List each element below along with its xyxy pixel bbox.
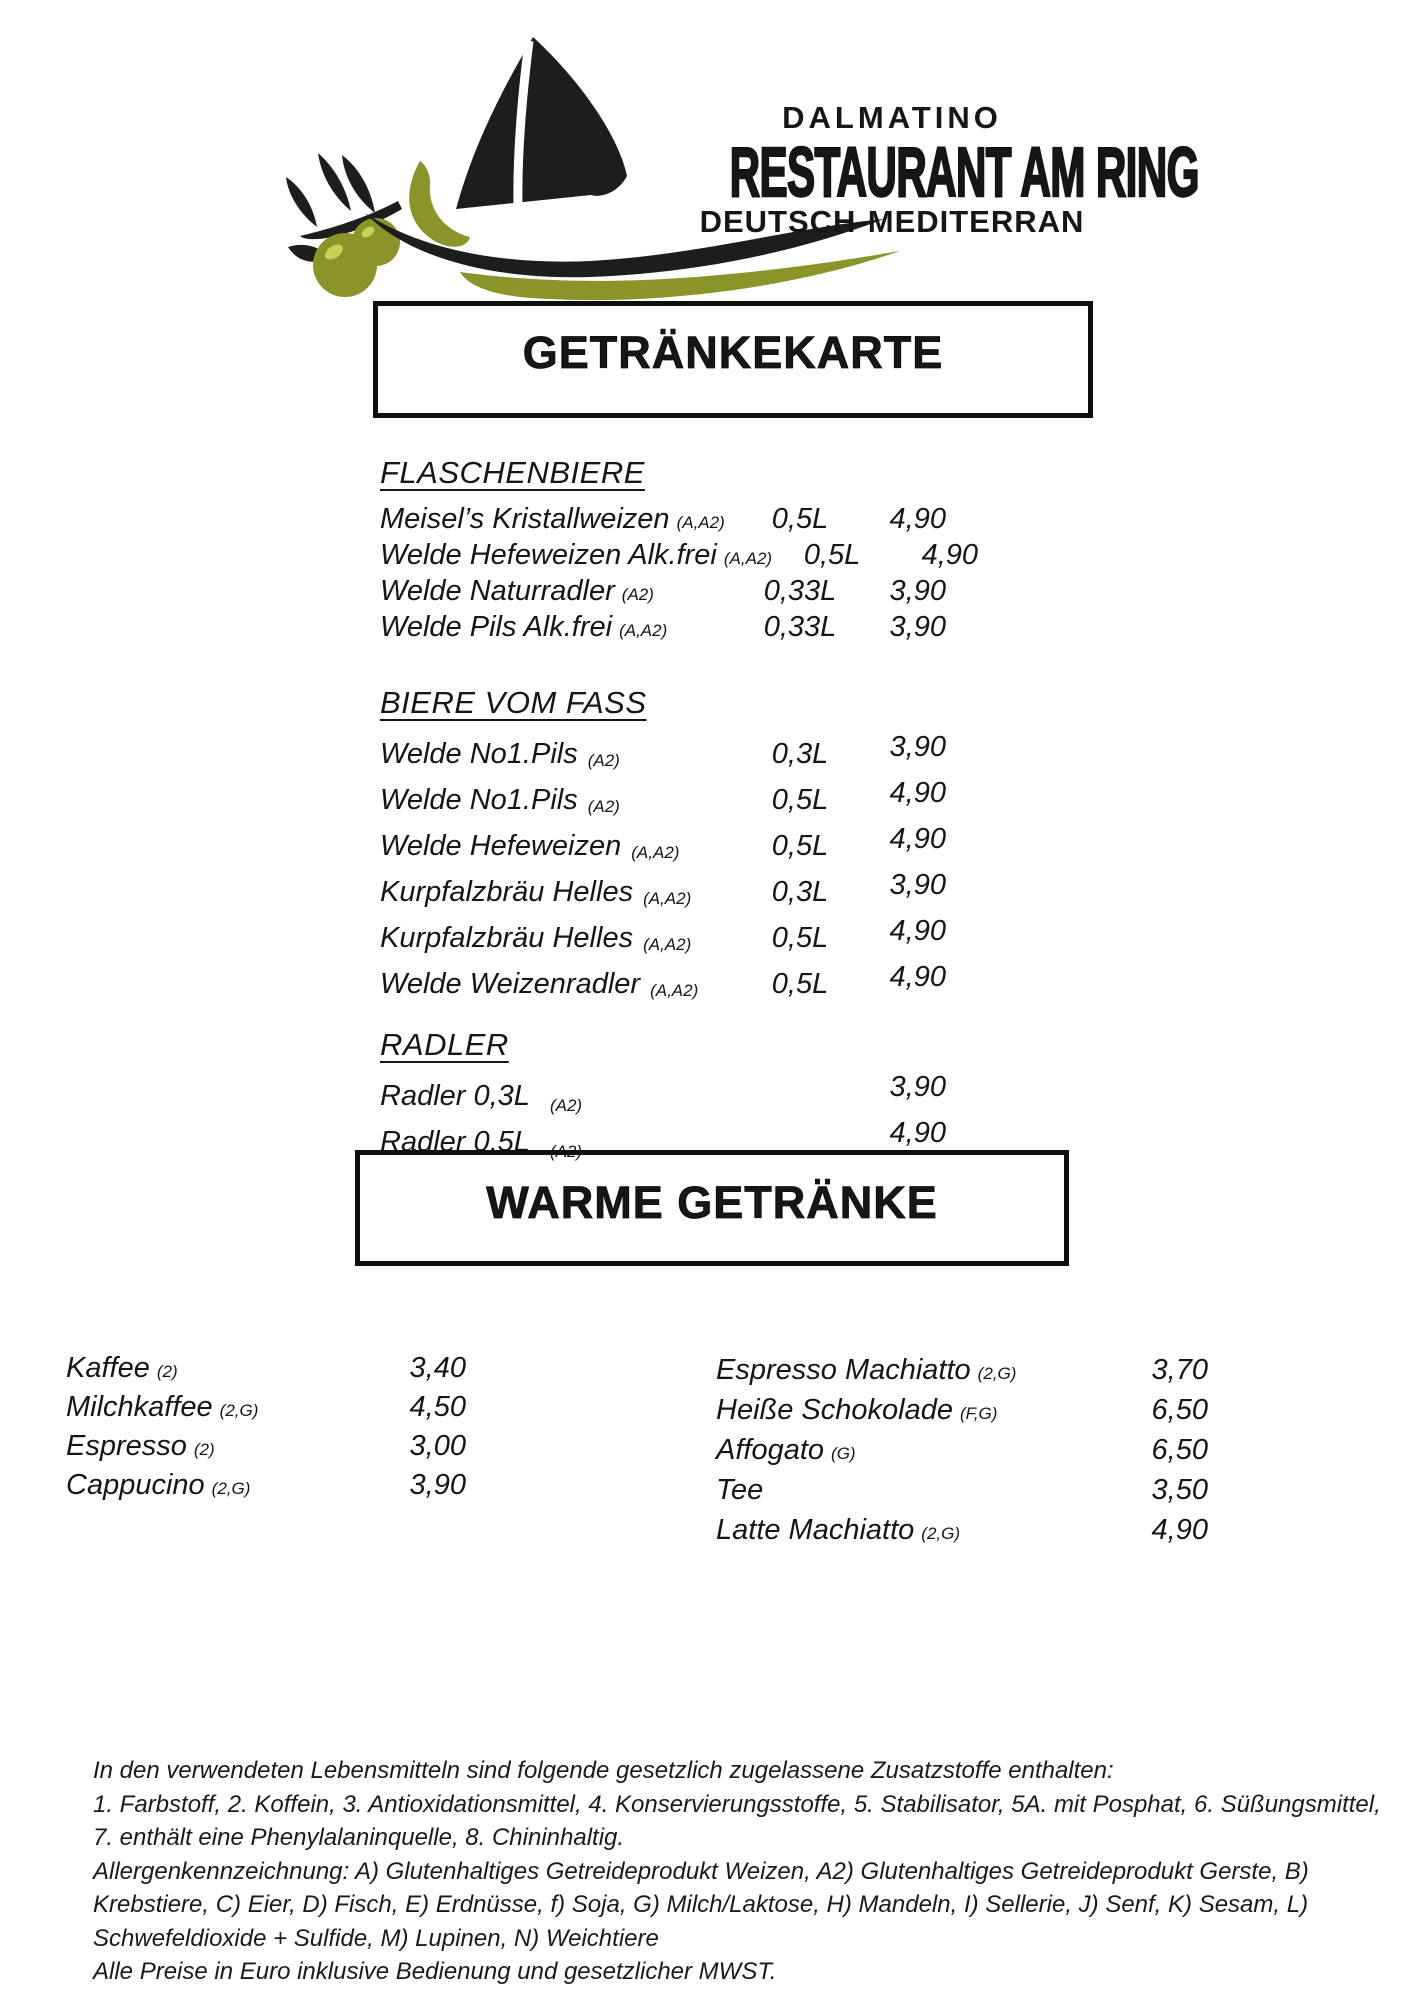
item-size: 0,5L	[771, 829, 829, 862]
allergen-codes: (A,A2)	[650, 980, 699, 1000]
footer-line: Allergenkennzeichnung: A) Glutenhaltiges Getreideprodukt Weizen, A2) Glutenhaltiges Getreideprodukt Gerste, B)	[93, 1857, 1309, 1885]
item-size: 0,3L	[771, 875, 829, 908]
item-name: Radler 0,3L $_{(A2)}$	[380, 1079, 583, 1115]
item-price: 3,90	[889, 610, 946, 643]
item-name: Welde Hefeweizen (A,A2)	[380, 829, 680, 862]
section-biere-vom-fass	[380, 685, 946, 1007]
allergen-codes: (2,G)	[219, 1401, 259, 1420]
item-name: Espresso (2)	[66, 1430, 215, 1462]
menu-item-row	[716, 1350, 1208, 1390]
item-size: 0,5L	[803, 538, 861, 571]
menu-item-row	[66, 1427, 466, 1466]
menu-item-row	[380, 501, 946, 537]
allergen-codes: (2,G)	[977, 1363, 1017, 1383]
warm-title: WARME GETRÄNKE	[486, 1177, 938, 1228]
item-size: 0,33L	[763, 574, 837, 607]
item-price: 3,90	[889, 574, 946, 607]
item-name: Milchkaffee (2,G)	[66, 1391, 259, 1423]
footer-line: 7. enthält eine Phenylalaninquelle, 8. Chininhaltig.	[93, 1824, 625, 1851]
section-heading: BIERE VOM FASS	[380, 685, 647, 720]
item-size: 0,5L	[771, 967, 829, 1000]
item-size: 0,5L	[771, 502, 829, 535]
menu-item-row	[380, 915, 946, 961]
menu-item-row	[380, 573, 946, 609]
menu-item-row	[716, 1390, 1208, 1430]
allergen-codes: (A,A2)	[643, 888, 692, 908]
brand-block	[646, 100, 1199, 240]
menu-item-row	[380, 537, 979, 573]
menu-item-row	[66, 1466, 466, 1505]
allergen-codes: (2,G)	[211, 1479, 251, 1498]
item-price: 3,70	[1151, 1353, 1208, 1386]
section-heading: FLASCHENBIERE	[380, 455, 645, 490]
item-price: 4,90	[889, 960, 946, 993]
allergen-codes: (A,A2)	[643, 934, 692, 954]
menu-item-row	[380, 1070, 946, 1119]
item-name: Espresso Machiatto (2,G)	[716, 1353, 1017, 1386]
allergen-codes: (A,A2)	[619, 620, 668, 640]
item-name: Meisel’s Kristallweizen (A,A2)	[380, 502, 725, 535]
allergen-codes: (2,G)	[921, 1523, 961, 1543]
item-price: 3,40	[409, 1352, 466, 1384]
drinks-title-box	[373, 301, 1093, 418]
footer-notes	[93, 1754, 1383, 1989]
item-price: 4,90	[889, 776, 946, 809]
item-name: Welde Naturradler (A2)	[380, 574, 654, 607]
item-price: 3,50	[1151, 1473, 1208, 1506]
item-size: 0,5L	[771, 783, 829, 816]
footer-line: Alle Preise in Euro inklusive Bedienung und gesetzlicher MWST.	[93, 1958, 777, 1985]
menu-item-row	[380, 777, 946, 823]
footer-line: Schwefeldioxide + Sulfide, M) Lupinen, N) Weichtiere	[93, 1924, 659, 1952]
menu-item-row	[380, 869, 946, 915]
menu-item-row	[66, 1349, 466, 1388]
allergen-codes: (F,G)	[959, 1403, 998, 1423]
item-name: Kurpfalzbräu Helles (A,A2)	[380, 875, 692, 908]
item-price: 3,90	[889, 730, 946, 763]
item-price: 3,90	[889, 1070, 946, 1103]
item-price: 4,90	[889, 502, 946, 535]
menu-item-row	[716, 1510, 1208, 1550]
menu-item-row	[66, 1388, 466, 1427]
warm-drinks-left-column	[66, 1349, 466, 1505]
footer-line: 1. Farbstoff, 2. Koffein, 3. Antioxidationsmittel, 4. Konservierungsstoffe, 5. Stabilisator, 5A. mit Posphat, 6. Süßungsmittel,	[93, 1790, 1381, 1818]
item-size: 0,3L	[771, 737, 829, 770]
section-flaschenbiere	[380, 455, 979, 645]
allergen-codes: (A2)	[587, 750, 620, 770]
allergen-codes: (A2)	[621, 584, 654, 604]
item-name: Kaffee (2)	[66, 1352, 178, 1384]
item-price: 3,90	[409, 1469, 466, 1501]
item-name: Heiße Schokolade (F,G)	[716, 1393, 998, 1426]
allergen-codes: (A,A2)	[723, 548, 773, 568]
allergen-codes: (A2)	[549, 1141, 583, 1161]
item-name: Affogato (G)	[716, 1433, 856, 1466]
item-name: Welde No1.Pils (A2)	[380, 783, 620, 816]
allergen-codes: (A,A2)	[631, 842, 680, 862]
warm-drinks-right-column	[716, 1350, 1208, 1550]
item-price: 6,50	[1151, 1393, 1208, 1426]
item-size: 0,33L	[763, 610, 837, 643]
footer-line: Krebstiere, C) Eier, D) Fisch, E) Erdnüsse, f) Soja, G) Milch/Laktose, H) Mandeln, I) Sellerie, J) Senf, K) Sesam, L)	[93, 1891, 1309, 1918]
item-size: 0,5L	[771, 921, 829, 954]
item-name: Welde Weizenradler (A,A2)	[380, 967, 699, 1000]
item-price: 3,90	[889, 868, 946, 901]
item-price: 4,90	[889, 914, 946, 947]
footer-line: In den verwendeten Lebensmitteln sind folgende gesetzlich zugelassene Zusatzstoffe enthalten:	[93, 1757, 1114, 1784]
item-price: 3,00	[409, 1430, 466, 1462]
allergen-codes: (A2)	[549, 1095, 583, 1115]
allergen-codes: (G)	[831, 1443, 856, 1463]
item-price: 4,50	[409, 1391, 466, 1423]
section-heading: RADLER	[380, 1027, 509, 1062]
menu-item-row	[380, 823, 946, 869]
menu-item-row	[716, 1430, 1208, 1470]
item-name: Kurpfalzbräu Helles (A,A2)	[380, 921, 692, 954]
item-price: 4,90	[921, 538, 979, 571]
item-name: Latte Machiatto (2,G)	[716, 1513, 961, 1546]
menu-item-row	[380, 609, 946, 645]
allergen-codes: (2)	[193, 1440, 215, 1459]
item-price: 6,50	[1151, 1433, 1208, 1466]
allergen-codes: (2)	[156, 1362, 178, 1381]
item-price: 4,90	[889, 822, 946, 855]
brand-subtitle: DEUTSCH-MEDITERRAN	[699, 204, 1085, 239]
sailboat-graphic	[456, 37, 627, 209]
allergen-codes: (A,A2)	[676, 512, 725, 532]
item-name: Welde No1.Pils (A2)	[380, 737, 620, 770]
brand-title: RESTAURANT AM RING	[729, 133, 1199, 211]
item-name: Cappucino (2,G)	[66, 1469, 251, 1501]
item-name: Welde Pils Alk.frei (A,A2)	[380, 610, 668, 643]
brand-name: DALMATINO	[782, 100, 1002, 135]
section-radler	[380, 1027, 946, 1165]
item-price: 4,90	[889, 1116, 946, 1149]
item-name: Radler 0,5L $_{(A2)}$	[380, 1125, 583, 1161]
menu-item-row	[380, 961, 946, 1007]
item-name: Welde Hefeweizen Alk.frei (A,A2)	[380, 538, 773, 571]
warm-title-box	[355, 1150, 1069, 1266]
menu-item-row	[380, 731, 946, 777]
item-name: Tee	[716, 1473, 764, 1506]
allergen-codes: (A2)	[587, 796, 620, 816]
menu-item-row	[716, 1470, 1208, 1510]
beer-menu	[380, 455, 979, 1165]
item-price: 4,90	[1151, 1513, 1208, 1546]
drinks-title: GETRÄNKEKARTE	[522, 326, 944, 378]
